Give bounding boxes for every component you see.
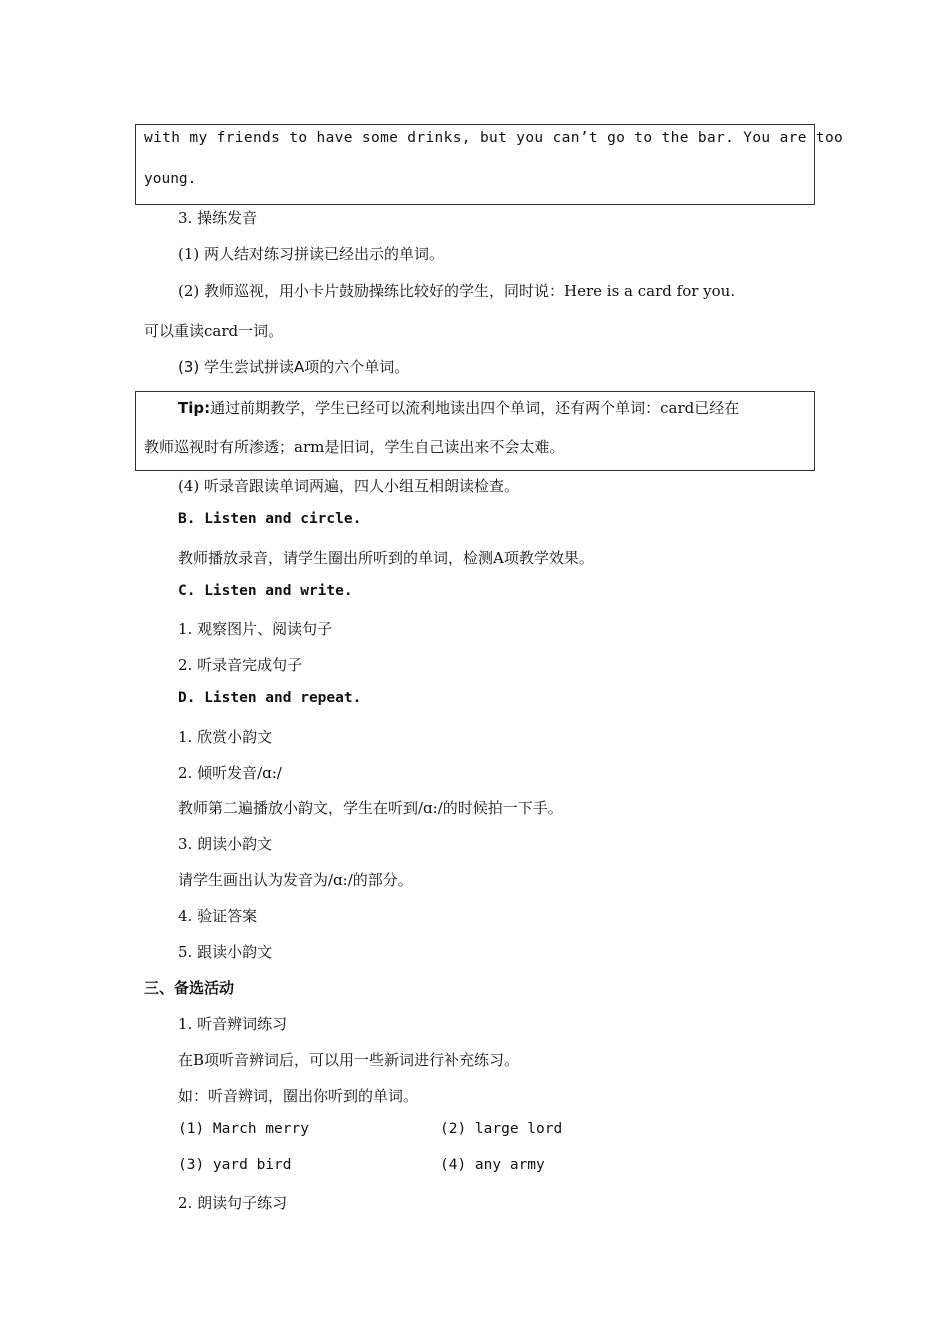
tip-line-1: [178, 397, 739, 418]
optional-item-2: 2. 朗读句子练习: [178, 1194, 288, 1212]
section-d-item-5: 5. 跟读小韵文: [178, 943, 273, 961]
section-b-heading: B. Listen and circle.: [178, 511, 362, 527]
section-b-text: 教师播放录音，请学生圈出所听到的单词，检测A项教学效果。: [178, 549, 594, 567]
optional-item-1: 1. 听音辨词练习: [178, 1015, 288, 1033]
word-pair-4: (4) any army: [440, 1157, 545, 1173]
section-d-item-4: 4. 验证答案: [178, 907, 258, 925]
section-c-item-1: 1. 观察图片、阅读句子: [178, 620, 333, 638]
step-3-text: (3) 学生尝试拼读A项的六个单词。: [178, 358, 410, 376]
step-2-text-cont: 可以重读card一词。: [144, 322, 284, 340]
section-d-item-1: 1. 欣赏小韵文: [178, 728, 273, 746]
section-d-item-2: 2. 倾听发音/ɑ:/: [178, 764, 282, 782]
word-pair-1: (1) March merry: [178, 1121, 309, 1137]
section-d-text-2: 教师第二遍播放小韵文，学生在听到/ɑ:/的时候拍一下手。: [178, 799, 563, 817]
section-c-heading: C. Listen and write.: [178, 583, 353, 599]
continued-text-box: [135, 124, 844, 205]
step-2-text: (2) 教师巡视，用小卡片鼓励操练比较好的学生，同时说：Here is a card for you.: [178, 282, 736, 300]
optional-text-1: 在B项听音辨词后，可以用一些新词进行补充练习。: [178, 1051, 520, 1069]
optional-activities-heading: 三、备选活动: [144, 979, 235, 997]
tip-line-2: 教师巡视时有所渗透；arm是旧词，学生自己读出来不会太难。: [144, 438, 565, 456]
tip-label: Tip:: [178, 399, 211, 417]
section-d-item-3: 3. 朗读小韵文: [178, 835, 273, 853]
word-pair-3: (3) yard bird: [178, 1157, 292, 1173]
optional-text-2: 如：听音辨词，圈出你听到的单词。: [178, 1087, 419, 1105]
section-d-text-3: 请学生画出认为发音为/ɑ:/的部分。: [178, 871, 413, 889]
section-c-item-2: 2. 听录音完成句子: [178, 656, 303, 674]
word-pair-2: (2) large lord: [440, 1121, 563, 1137]
tip-box: [135, 391, 815, 471]
section-d-heading: D. Listen and repeat.: [178, 690, 362, 706]
section-3-heading: 3. 操练发音: [178, 209, 258, 227]
box-text-line-1: with my friends to have some drinks, but you can’t go to the bar. You are too: [144, 130, 844, 146]
step-1-text: (1) 两人结对练习拼读已经出示的单词。: [178, 245, 445, 263]
tip-text-1: 通过前期教学，学生已经可以流利地读出四个单词，还有两个单词：card已经在: [210, 399, 740, 417]
step-4-text: (4) 听录音跟读单词两遍，四人小组互相朗读检查。: [178, 477, 520, 495]
box-text-line-2: young.: [144, 171, 197, 187]
